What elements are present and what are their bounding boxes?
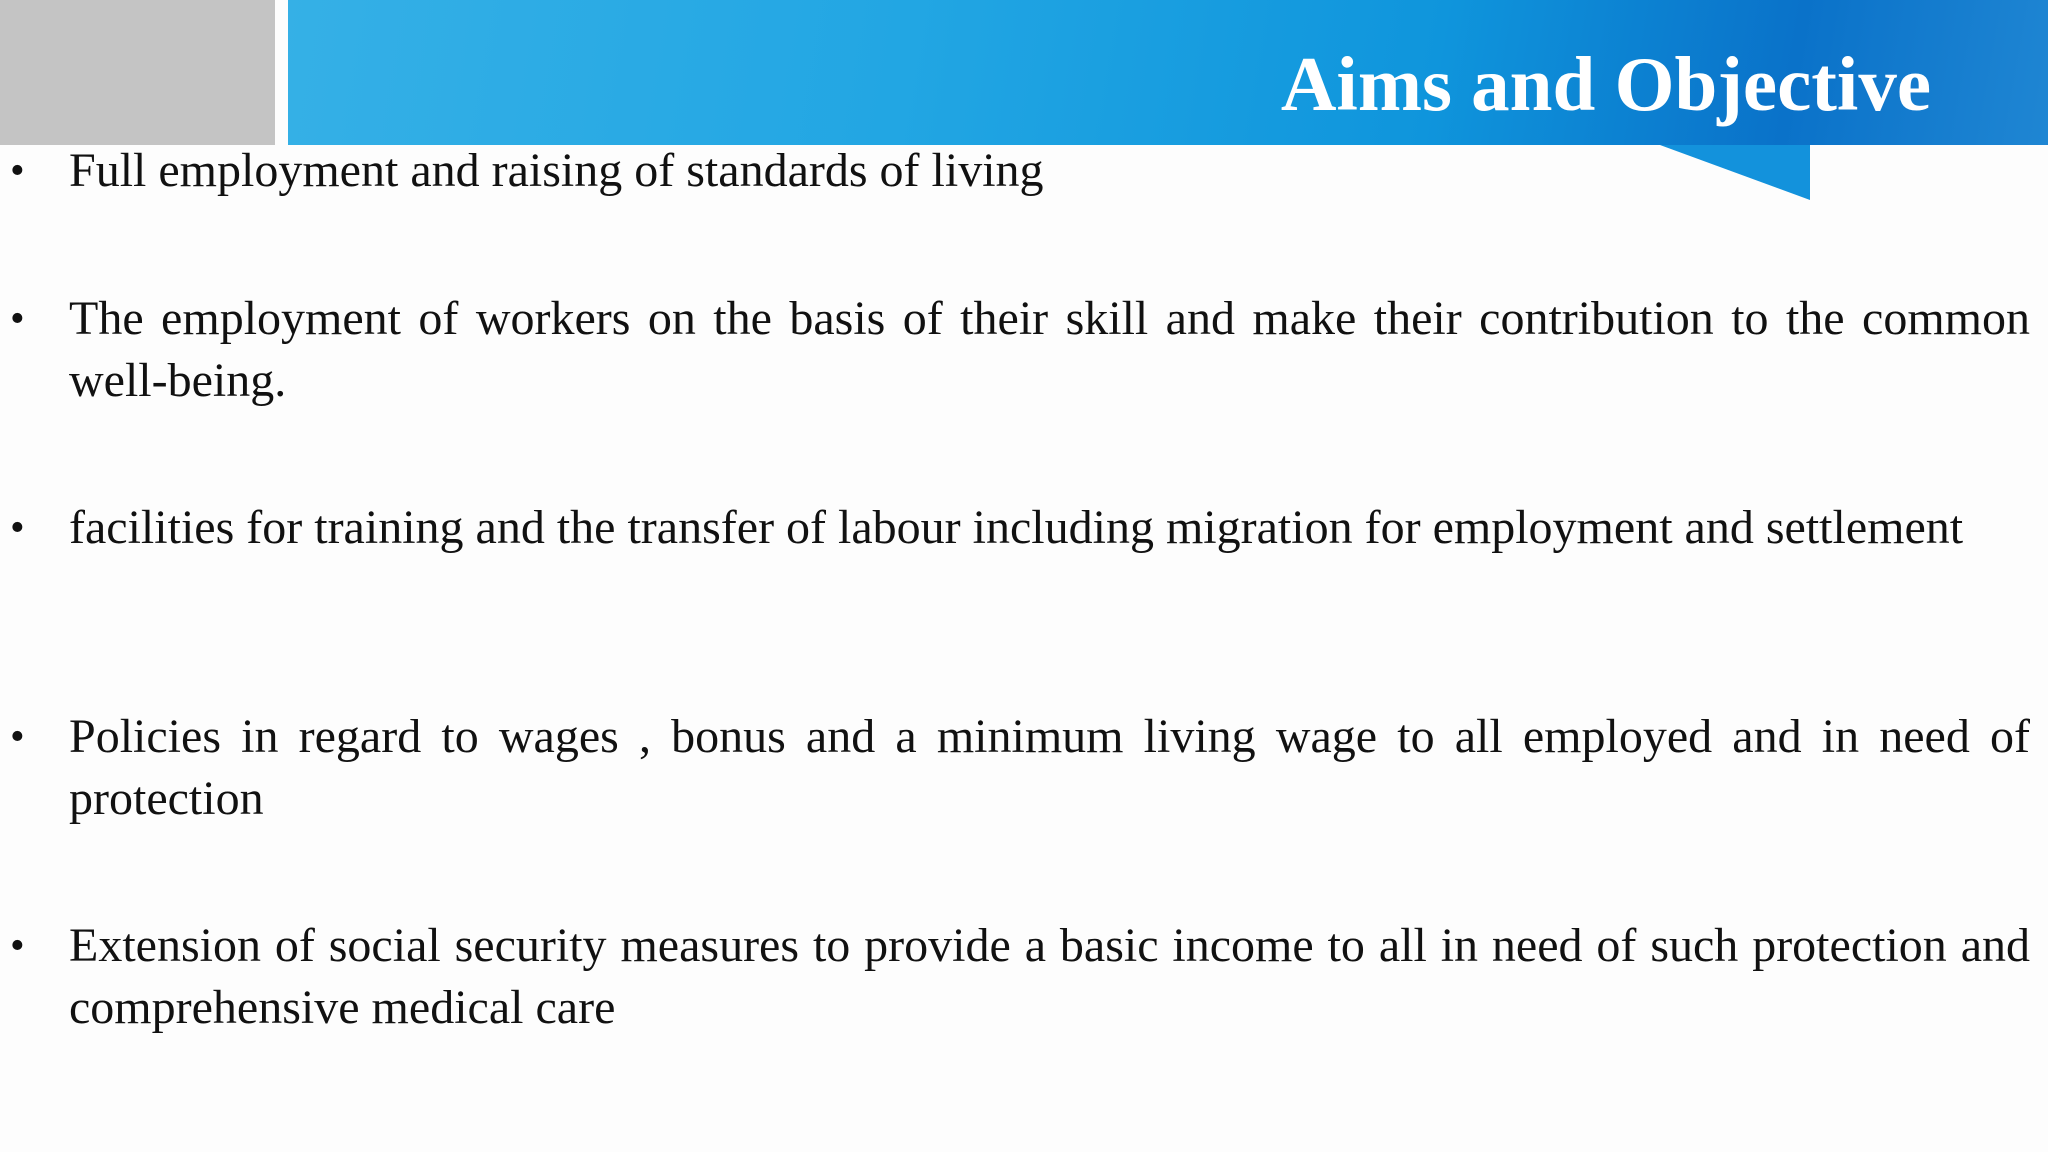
bullet-item [10, 915, 2030, 1039]
bullet-dot-icon: • [10, 148, 25, 194]
bullet-dot-icon: • [10, 923, 25, 969]
bullet-text: Extension of social security measures to provide a basic income to all in need of such protection and comprehensive medical care [69, 919, 2030, 1034]
slide-title: Aims and Objective [1280, 41, 1931, 127]
bullet-item [10, 288, 2030, 412]
bullet-text: Policies in regard to wages , bonus and a minimum living wage to all employed and in need of protection [69, 710, 2030, 825]
bullet-dot-icon: • [10, 296, 25, 342]
bullet-text: facilities for training and the transfer of labour including migration for employment and settlement [69, 501, 1964, 554]
bullet-text: Full employment and raising of standards of living [69, 144, 1044, 197]
bullet-item [10, 706, 2030, 830]
bullet-dot-icon: • [10, 505, 25, 551]
bullet-dot-icon: • [10, 714, 25, 760]
bullet-item [10, 497, 2030, 559]
bullet-text: The employment of workers on the basis of their skill and make their contribution to the common well-being. [69, 292, 2030, 407]
bullet-item [10, 140, 2030, 202]
